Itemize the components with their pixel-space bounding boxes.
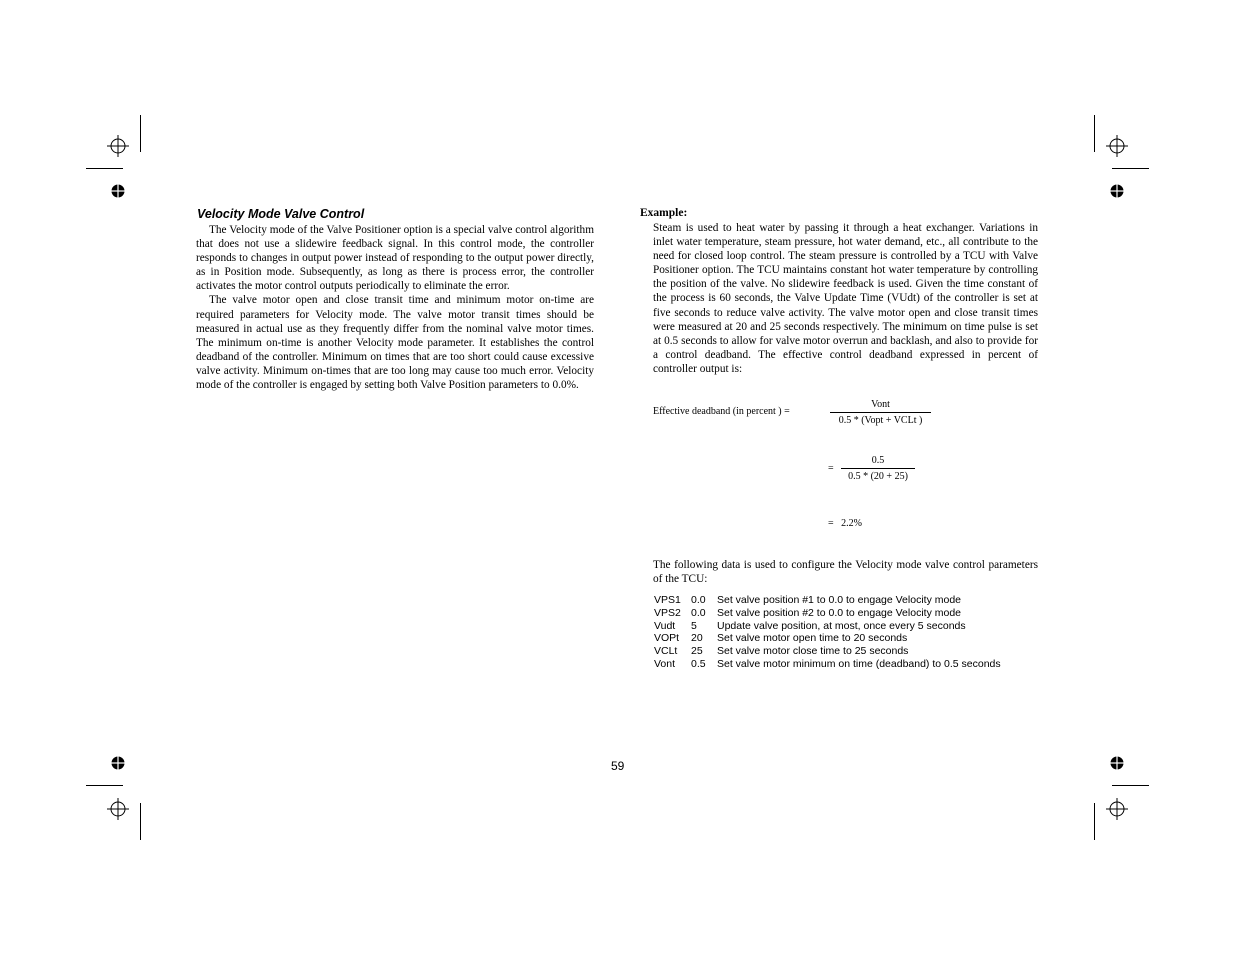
example-paragraph: Steam is used to heat water by passing it through a heat exchanger. Variations in inlet water temperature, steam pressure, hot water demand, etc., all contribute to the need for closed loop control. The steam pressure is controlled by a TCU with Valve Positioner option. The TCU maintains constant hot water temperature by controlling the position of the valve. No slidewire feedback is used. Given the time constant of the process is 60 seconds, the Valve Update Time (VUdt) of the controller is set at five seconds to reduce valve activity. The valve motor open and close transit times were measured at 20 and 25 seconds respectively. The minimum on time pulse is set at 0.5 seconds to allow for valve motor overrun and backlash, and also to provide for a control deadband. The effective control deadband expressed in percent of controller output is: <box>653 222 1038 375</box>
registration-bullet-icon <box>1110 184 1124 198</box>
config-row <box>654 594 1001 607</box>
config-row <box>654 658 1001 671</box>
fraction-numerator: Vont <box>830 399 931 413</box>
param-name: Vudt <box>654 619 676 632</box>
section-heading: Velocity Mode Valve Control <box>197 207 365 221</box>
fraction-denominator: 0.5 * (Vopt + VCLt ) <box>838 415 923 426</box>
crop-line <box>1094 803 1095 840</box>
param-desc: Set valve motor close time to 25 seconds <box>717 645 909 658</box>
param-name: VCLt <box>654 645 678 658</box>
fraction-denominator: 0.5 * (20 + 25) <box>848 471 908 482</box>
registration-bullet-icon <box>111 756 125 770</box>
param-desc: Set valve position #1 to 0.0 to engage Velocity mode <box>717 594 961 606</box>
config-table <box>654 594 1001 671</box>
crop-line <box>86 785 123 786</box>
crosshair-icon <box>1106 798 1128 820</box>
param-value: 5 <box>691 619 697 632</box>
page-number: 59 <box>611 759 625 773</box>
left-column <box>196 223 594 392</box>
param-value: 20 <box>691 632 703 645</box>
equation-fraction <box>830 399 931 426</box>
fraction-numerator: 0.5 <box>841 455 915 469</box>
config-row <box>654 632 1001 645</box>
crop-line <box>140 115 141 152</box>
crop-line <box>1112 168 1149 169</box>
crosshair-icon <box>107 135 129 157</box>
param-name: VPS1 <box>654 594 681 606</box>
equals-sign: = <box>828 463 834 474</box>
crop-line <box>86 168 123 169</box>
param-desc: Set valve position #2 to 0.0 to engage Velocity mode <box>717 606 961 619</box>
equation-fraction <box>841 455 915 482</box>
config-row <box>654 607 1001 620</box>
config-row <box>654 620 1001 633</box>
body-paragraph: The valve motor open and close transit time and minimum motor on-time are required parameters for Velocity mode. The valve motor transit times should be measured in actual use as they frequently differ from the nominal valve motor times. The minimum on-time is another Velocity mode parameter. It establishes the control deadband of the controller. Minimum on times that are too short could cause excessive valve activity. Minimum on-times that are too long may cause too much error. Velocity mode of the controller is engaged by setting both Valve Position parameters to 0.0%. <box>196 294 594 392</box>
param-value: 0.0 <box>691 606 706 619</box>
example-title: Example: <box>640 207 688 219</box>
param-name: VOPt <box>654 632 680 645</box>
registration-bullet-icon <box>1110 756 1124 770</box>
config-intro: The following data is used to configure the Velocity mode valve control parameters of the TCU: <box>653 559 1038 586</box>
registration-bullet-icon <box>111 184 125 198</box>
param-desc: Set valve motor minimum on time (deadband) to 0.5 seconds <box>717 657 1001 670</box>
param-value: 0.0 <box>691 594 706 606</box>
param-desc: Set valve motor open time to 20 seconds <box>717 632 908 645</box>
crop-line <box>1112 785 1149 786</box>
param-desc: Update valve position, at most, once every 5 seconds <box>717 619 966 632</box>
equation-lhs: Effective deadband (in percent ) = <box>653 406 790 417</box>
param-value: 0.5 <box>691 657 706 670</box>
equation-result: = 2.2% <box>828 518 862 529</box>
crop-line <box>1094 115 1095 152</box>
crop-line <box>140 803 141 840</box>
param-name: Vont <box>654 657 676 670</box>
param-value: 25 <box>691 645 703 658</box>
body-paragraph: The Velocity mode of the Valve Positioner option is a special valve control algorithm that does not use a slidewire feedback signal. In this control mode, the controller responds to changes in output power instead of responding to the output power directly, as in Position mode. Subsequently, as long as there is process error, the controller activates the motor control outputs periodically to eliminate the error. <box>196 224 594 293</box>
config-row <box>654 645 1001 658</box>
crosshair-icon <box>1106 135 1128 157</box>
crosshair-icon <box>107 798 129 820</box>
param-name: VPS2 <box>654 606 681 619</box>
example-text-block <box>653 221 1038 376</box>
